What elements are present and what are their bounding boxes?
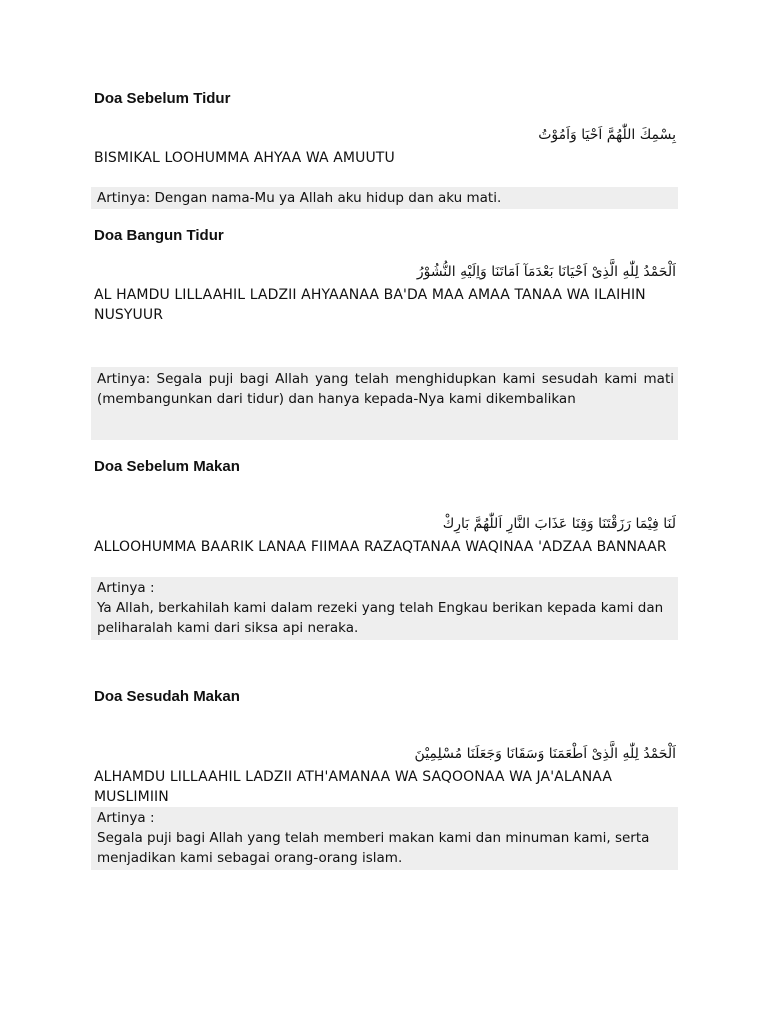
- meaning-text-sebelum-makan: Ya Allah, berkahilah kami dalam rezeki yang telah Engkau berikan kepada kami dan peliharalah kami dari siksa api neraka.: [97, 600, 664, 636]
- meaning-box-sesudah-makan: [91, 807, 678, 870]
- transliteration-sebelum-makan: ALLOOHUMMA BAARIK LANAA FIIMAA RAZAQTANAA WAQINAA 'ADZAA BANNAAR: [94, 539, 667, 555]
- meaning-box-bangun-tidur: [91, 367, 678, 440]
- meaning-text-sebelum-tidur: Artinya: Dengan nama-Mu ya Allah aku hidup dan aku mati.: [97, 190, 502, 206]
- meaning-label-sesudah-makan: Artinya :: [97, 810, 155, 826]
- arabic-text-sesudah-makan: اَلْحَمْدُ لِلّٰهِ الَّذِىْ اَطْعَمَنَا وَسَقَانَا وَجَعَلَنَا مُسْلِمِيْنَ: [414, 746, 676, 762]
- section-title-sebelum-tidur: Doa Sebelum Tidur: [94, 90, 231, 107]
- transliteration-bangun-tidur: AL HAMDU LILLAAHIL LADZII AHYAANAA BA'DA MAA AMAA TANAA WA ILAIHIN NUSYUUR: [94, 287, 646, 323]
- transliteration-sesudah-makan: ALHAMDU LILLAAHIL LADZII ATH'AMANAA WA SAQOONAA WA JA'ALANAA MUSLIMIIN: [94, 769, 613, 805]
- meaning-box-sebelum-makan: [91, 577, 678, 640]
- meaning-text-sesudah-makan: Segala puji bagi Allah yang telah memberi makan kami dan minuman kami, serta menjadikan kami sebagai orang-orang islam.: [97, 830, 650, 866]
- section-title-sebelum-makan: Doa Sebelum Makan: [94, 458, 240, 475]
- arabic-text-sebelum-makan: لَنَا فِيْمَا رَزَقْتَنَا وَقِنَا عَذَابَ النَّارِ اَللّٰهُمَّ بَارِكْ: [442, 516, 676, 532]
- meaning-box-sebelum-tidur: [91, 187, 678, 209]
- arabic-text-bangun-tidur: اَلْحَمْدُ لِلّٰهِ الَّذِىْ اَحْيَانَا بَعْدَمَآ اَمَاتَنَا وَاِلَيْهِ النُّشُوْرُ: [416, 264, 676, 280]
- section-title-sesudah-makan: Doa Sesudah Makan: [94, 688, 240, 705]
- arabic-text-sebelum-tidur: بِسْمِكَ اللّٰهُمَّ اَحْيَا وَاَمُوْتُ: [538, 127, 676, 143]
- section-title-bangun-tidur: Doa Bangun Tidur: [94, 227, 224, 244]
- meaning-text-bangun-tidur: Artinya: Segala puji bagi Allah yang telah menghidupkan kami sesudah kami mati (membangunkan dari tidur) dan hanya kepada-Nya kami dikembalikan: [97, 371, 674, 407]
- transliteration-sebelum-tidur: BISMIKAL LOOHUMMA AHYAA WA AMUUTU: [94, 150, 395, 166]
- meaning-label-sebelum-makan: Artinya :: [97, 580, 155, 596]
